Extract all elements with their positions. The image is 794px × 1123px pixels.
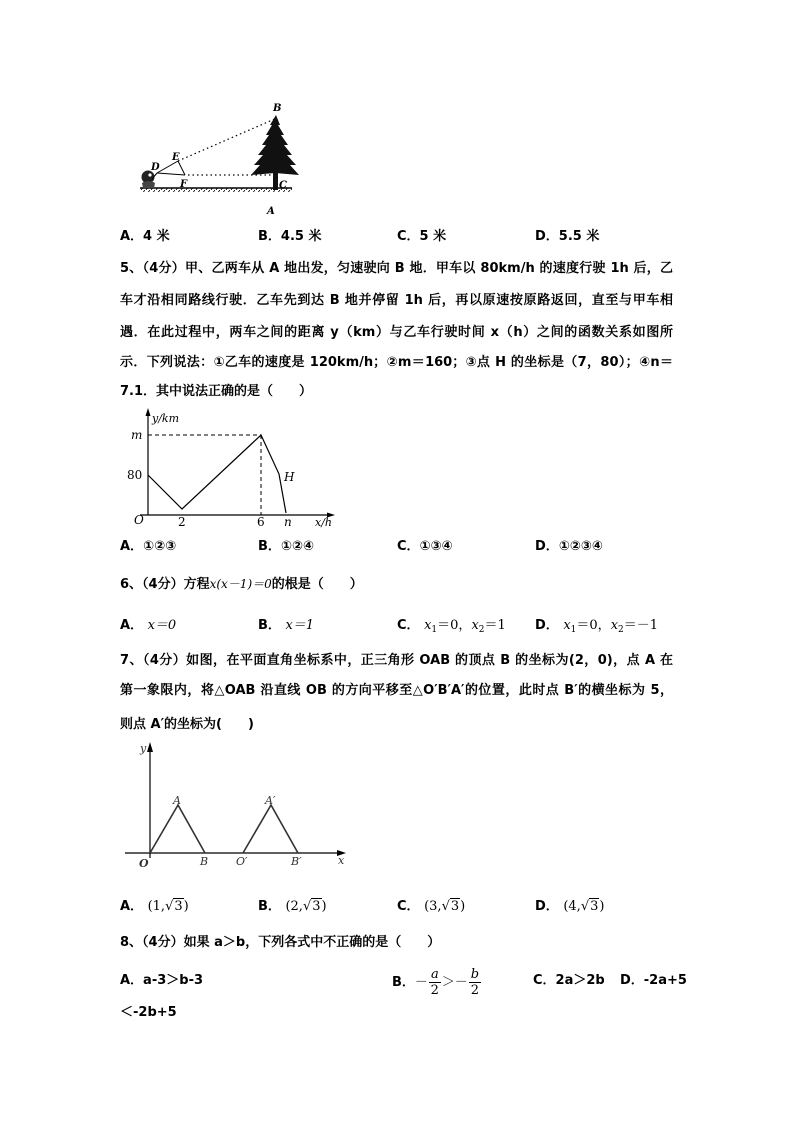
label-n: n [284, 515, 292, 529]
q7-option-b-pre: (2, [285, 899, 303, 914]
tree-mirror-figure [130, 95, 300, 220]
y-axis-arrow [146, 408, 151, 416]
triangle-oab [150, 805, 205, 853]
label-c: C [279, 180, 287, 191]
q6-option-c-val1: ＝0， [437, 618, 472, 633]
label-o-prime: O′ [236, 855, 248, 868]
q8-option-d-continuation: ＜-2b+5 [120, 1005, 177, 1020]
q7-stem-line-2: 第一象限内，将△OAB 沿直线 OB 的方向平移至△O′B′A′的位置，此时点 B′的横坐标为 5， [120, 683, 673, 698]
q5-stem-line-5: 7.1．其中说法正确的是（ ） [120, 384, 313, 399]
q8-option-b [392, 967, 482, 998]
label-y: y [140, 742, 147, 755]
q4-option-b: B．4.5 米 [258, 229, 322, 244]
label-x: x [338, 854, 345, 867]
y-axis-arrow [147, 742, 153, 752]
q7-option-a [120, 898, 189, 916]
y-axis-label: y/km [152, 412, 180, 425]
label-origin: O [134, 513, 144, 527]
q6-option-c-sub2: 2 [478, 625, 485, 635]
numerator: a [430, 967, 439, 982]
distance-time-graph [110, 405, 340, 535]
q7-option-c-radicand: 3 [450, 899, 460, 914]
label-b: B [200, 855, 209, 868]
q7-option-c-post: ) [460, 899, 466, 914]
q7-option-a-label: A． [120, 899, 144, 914]
label-o: O [139, 857, 149, 870]
sqrt-icon: √ [441, 899, 450, 914]
sqrt-icon: √ [580, 899, 590, 914]
q7-option-b-label: B． [258, 899, 281, 914]
q5-option-d: D．①②③④ [535, 539, 603, 554]
q6-option-c-x1: x [424, 618, 432, 633]
q6-option-d-x1: x [563, 618, 571, 633]
triangle-o-prime-a-prime-b-prime [243, 805, 298, 853]
q7-option-a-pre: (1, [147, 899, 166, 914]
q6-option-a [120, 617, 176, 635]
q6-option-d-label: D． [535, 618, 559, 633]
label-a: A [173, 794, 181, 807]
q6-option-c-sub1: 1 [431, 625, 438, 635]
q6-option-d [535, 617, 658, 639]
numerator: b [470, 967, 480, 982]
q7-option-d-label: D． [535, 899, 559, 914]
q7-option-a-radicand: 3 [174, 899, 183, 914]
q7-option-c-label: C． [397, 899, 420, 914]
q6-option-c-val2: ＝1 [484, 618, 506, 633]
ground-hatch [140, 188, 292, 192]
label-m: m [131, 428, 143, 442]
q6-option-d-val2: ＝－1 [623, 618, 659, 633]
label-f: F [180, 179, 188, 190]
q5-stem-line-2: 车才沿相同路线行驶．乙车先到达 B 地并停留 1h 后，再以原速按原路返回，直至与甲车相 [120, 293, 673, 308]
q6-option-d-val1: ＝0， [576, 618, 611, 633]
graph-line [148, 435, 286, 513]
q8-stem: 8、（4分）如果 a＞b，下列各式中不正确的是（ ） [120, 935, 441, 950]
label-b: B [273, 103, 282, 114]
q8-option-b-relation: ＞－ [441, 975, 468, 990]
q7-option-b [258, 898, 327, 916]
q6-option-b [258, 617, 314, 635]
q7-option-d [535, 898, 604, 916]
q7-option-d-post: ) [599, 899, 605, 914]
q5-option-b: B．①②④ [258, 539, 314, 554]
denominator: 2 [430, 983, 439, 998]
q7-option-d-pre: (4, [563, 899, 581, 914]
q6-stem-prefix: 6、（4分）方程 [120, 577, 210, 592]
triangle-translation-figure [118, 740, 350, 870]
q7-option-d-radicand: 3 [590, 899, 599, 914]
q6-option-d-sub2: 2 [618, 625, 624, 635]
q6-option-b-expr: x＝1 [285, 618, 315, 633]
q7-option-c [397, 898, 465, 916]
q6-option-c-x2: x [471, 618, 479, 633]
label-b-prime: B′ [291, 855, 302, 868]
q4-option-d: D．5.5 米 [535, 229, 600, 244]
q8-option-a: A．a-3＞b-3 [120, 973, 204, 988]
q4-option-c: C．5 米 [397, 229, 447, 244]
fraction-a-over-2 [429, 967, 441, 998]
fraction-b-over-2 [469, 967, 481, 998]
q6-option-c-label: C． [397, 618, 420, 633]
q5-option-c: C．①③④ [397, 539, 453, 554]
q5-stem-line-1: 5、（4分）甲、乙两车从 A 地出发，匀速驶向 B 地．甲车以 80km/h 的速度行驶 1h 后，乙 [120, 261, 673, 276]
label-d: D [151, 162, 160, 173]
person-icon [142, 171, 158, 189]
q6-option-a-label: A． [120, 618, 144, 633]
q7-option-c-pre: (3, [424, 899, 442, 914]
q8-option-c: C．2a＞2b [533, 973, 605, 988]
q7-option-a-post: ) [183, 899, 189, 914]
tick-label-2: 2 [178, 515, 186, 529]
sqrt-icon: √ [165, 899, 174, 914]
q5-stem-line-4: 示．下列说法：①乙车的速度是 120km/h；②m＝160；③点 H 的坐标是（7，80）；④n＝ [120, 355, 673, 370]
q7-option-b-radicand: 3 [312, 899, 321, 914]
label-h: H [284, 470, 295, 484]
q8-option-b-neg: － [414, 975, 428, 990]
q6-option-b-label: B． [258, 618, 281, 633]
line-df [157, 173, 185, 175]
q5-stem-line-3: 遇．在此过程中，两车之间的距离 y（km）与乙车行驶时间 x（h）之间的函数关系如图所 [120, 325, 673, 340]
q7-option-b-post: ) [321, 899, 327, 914]
q5-option-a: A．①②③ [120, 539, 177, 554]
q6-stem-suffix: 的根是（ ） [271, 577, 363, 592]
q6-stem [120, 575, 363, 594]
q6-option-a-expr: x＝0 [147, 618, 177, 633]
label-a: A [267, 206, 275, 217]
label-e: E [172, 152, 180, 163]
q8-option-b-label: B． [392, 975, 415, 990]
q7-stem-line-1: 7、（4分）如图，在平面直角坐标系中，正三角形 OAB 的顶点 B 的坐标为(2，0)，点 A 在 [120, 653, 673, 668]
denominator: 2 [470, 983, 480, 998]
sqrt-icon: √ [302, 899, 312, 914]
q6-equation: x(x－1)＝0 [209, 577, 272, 591]
q6-option-d-x2: x [610, 618, 619, 633]
q6-option-d-sub1: 1 [570, 625, 577, 635]
tree-icon [251, 115, 299, 190]
tick-label-6: 6 [257, 515, 265, 529]
label-a-prime: A′ [265, 794, 276, 807]
q4-option-a: A．4 米 [120, 229, 170, 244]
x-axis-label: x/h [315, 516, 332, 529]
line-ef [178, 161, 185, 175]
q7-stem-line-3: 则点 A′的坐标为( ) [120, 717, 254, 732]
q8-option-d: D．-2a+5 [620, 973, 687, 988]
label-80: 80 [127, 468, 143, 482]
q6-option-c [397, 617, 506, 639]
